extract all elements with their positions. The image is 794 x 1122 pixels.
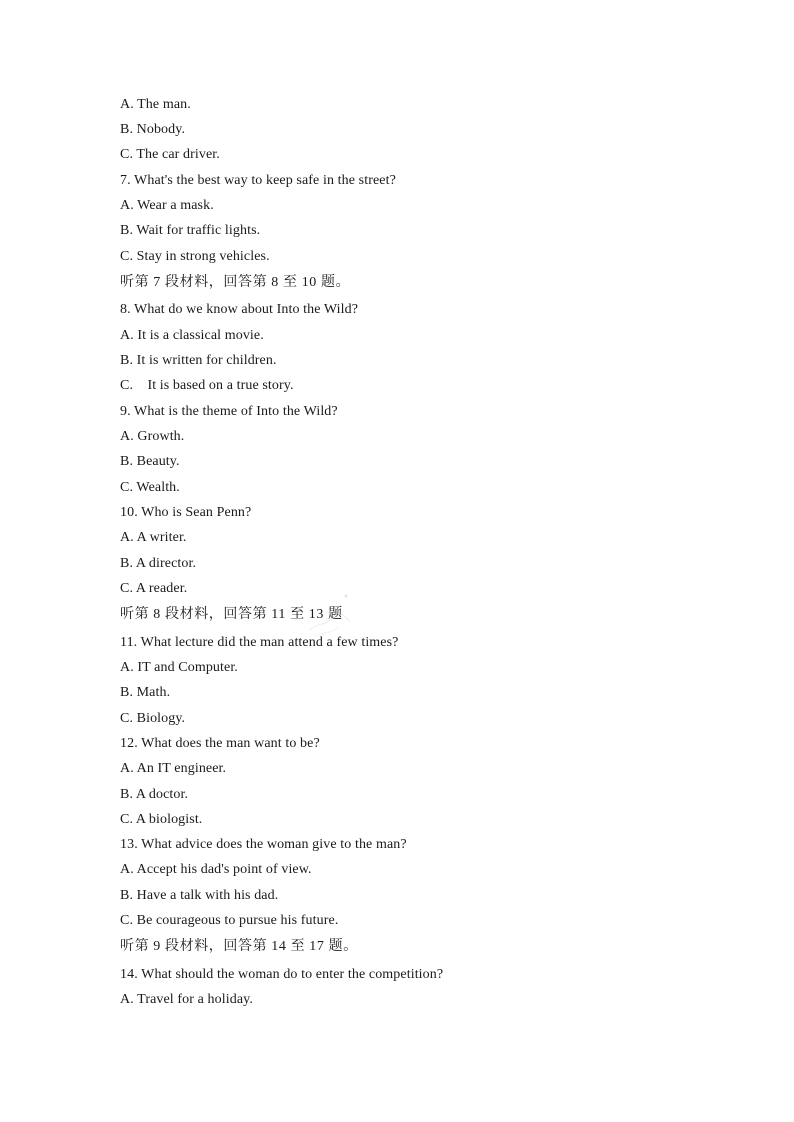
question-line: 7. What's the best way to keep safe in the street? <box>120 173 396 188</box>
question-line: 11. What lecture did the man attend a few times? <box>120 635 399 650</box>
section-heading: 听第 8 段材料，回答第 11 至 13 题 <box>120 607 343 622</box>
option-line: B. Beauty. <box>120 454 180 469</box>
option-line: A. Growth. <box>120 429 185 444</box>
option-line: A. Wear a mask. <box>120 198 214 213</box>
option-line: B. A director. <box>120 556 197 571</box>
question-line: 9. What is the theme of Into the Wild? <box>120 404 338 419</box>
option-line: A. A writer. <box>120 530 187 545</box>
option-line: C. A biologist. <box>120 812 203 827</box>
option-line: A. Accept his dad's point of view. <box>120 862 312 877</box>
watermark-icon <box>300 592 360 642</box>
option-line: A. It is a classical movie. <box>120 328 264 343</box>
option-line: C. Biology. <box>120 711 186 726</box>
option-line: A. The man. <box>120 97 191 112</box>
question-line: 12. What does the man want to be? <box>120 736 320 751</box>
question-line: 13. What advice does the woman give to the man? <box>120 837 407 852</box>
option-line: A. Travel for a holiday. <box>120 992 253 1007</box>
section-heading: 听第 9 段材料，回答第 14 至 17 题。 <box>120 939 358 954</box>
option-line: B. It is written for children. <box>120 353 277 368</box>
question-line: 10. Who is Sean Penn? <box>120 505 252 520</box>
option-line: B. Wait for traffic lights. <box>120 223 261 238</box>
option-line: B. Have a talk with his dad. <box>120 888 279 903</box>
option-line: C. A reader. <box>120 581 188 596</box>
option-line: A. IT and Computer. <box>120 660 238 675</box>
option-line: C. Be courageous to pursue his future. <box>120 913 339 928</box>
option-line: C. It is based on a true story. <box>120 378 294 393</box>
option-line: B. A doctor. <box>120 787 189 802</box>
question-line: 8. What do we know about Into the Wild? <box>120 302 359 317</box>
option-line: C. Wealth. <box>120 480 180 495</box>
option-line: B. Math. <box>120 685 171 700</box>
option-line: B. Nobody. <box>120 122 186 137</box>
option-line: C. The car driver. <box>120 147 220 162</box>
section-heading: 听第 7 段材料，回答第 8 至 10 题。 <box>120 275 351 290</box>
question-line: 14. What should the woman do to enter the competition? <box>120 967 444 982</box>
option-line: C. Stay in strong vehicles. <box>120 249 270 264</box>
option-line: A. An IT engineer. <box>120 761 227 776</box>
